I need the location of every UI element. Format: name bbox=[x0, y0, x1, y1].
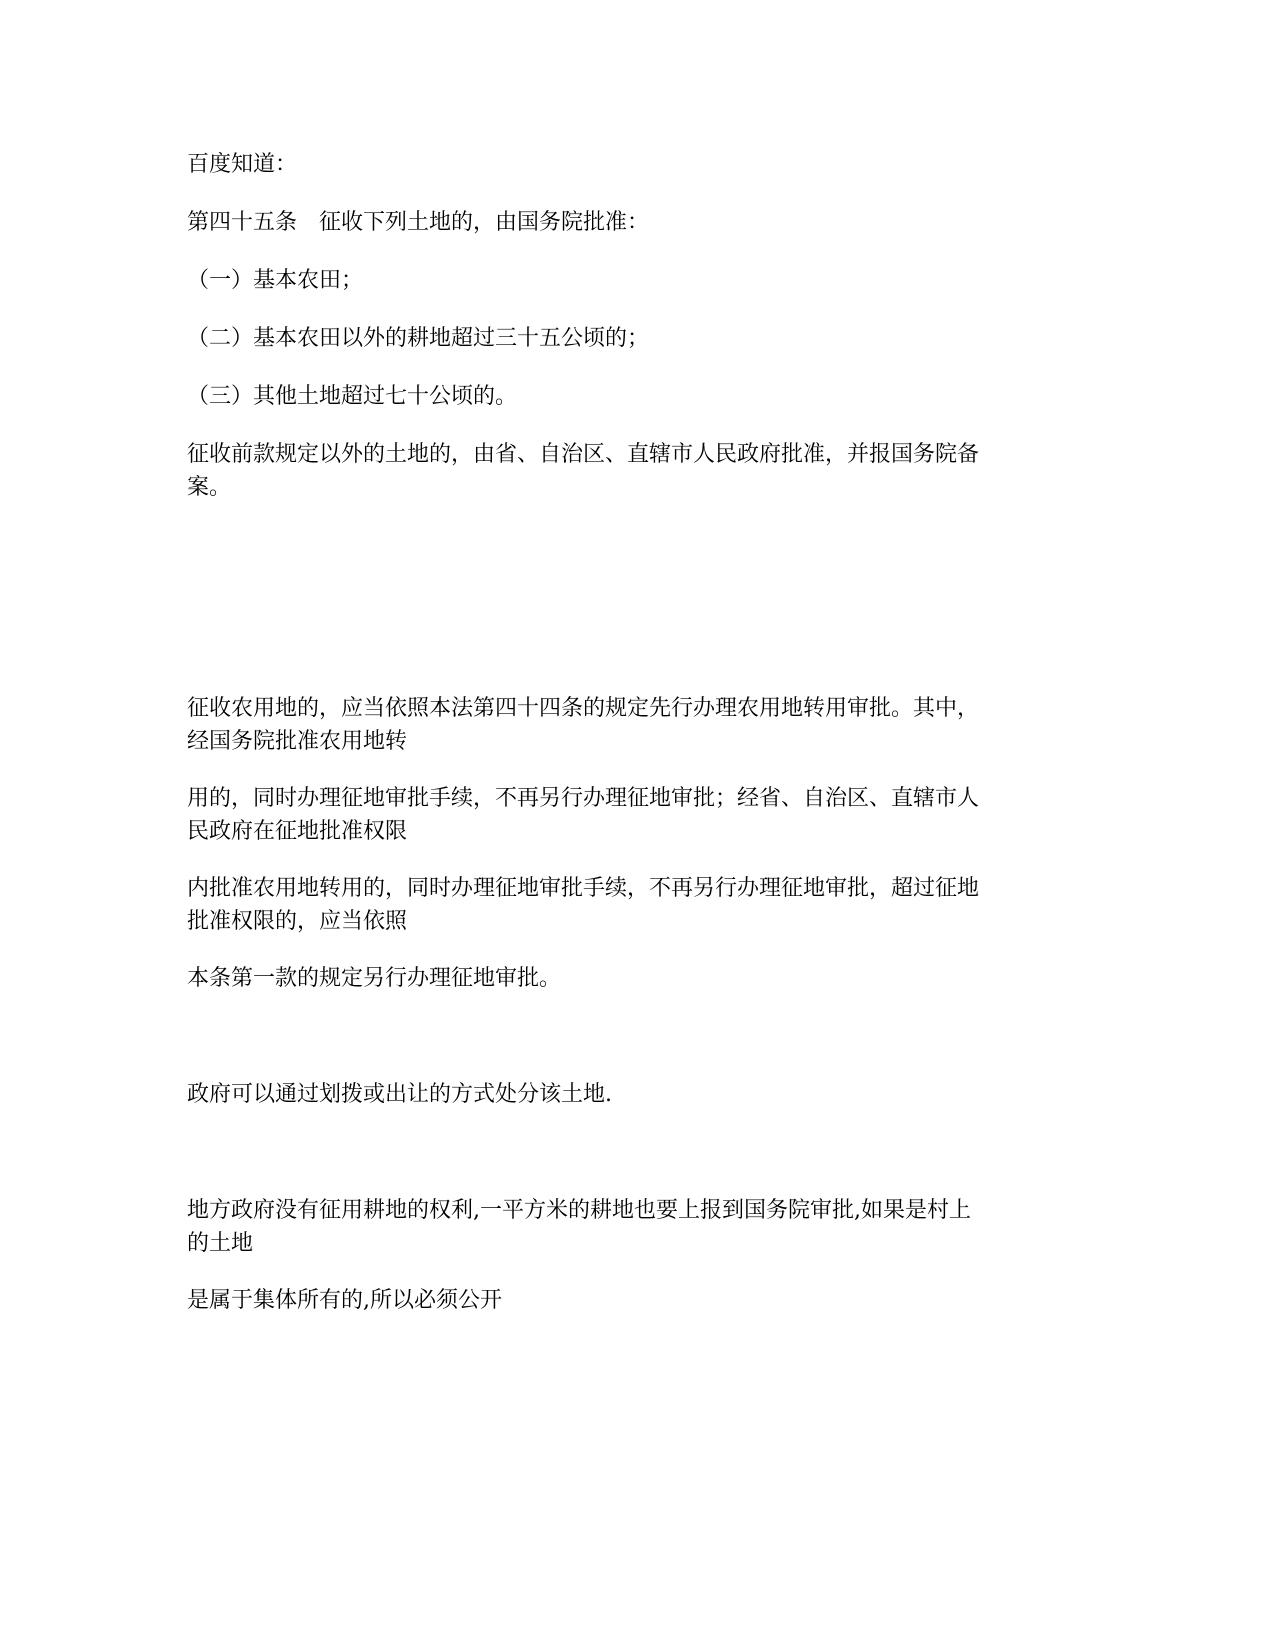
text-line: 第四十五条 征收下列土地的，由国务院批准： bbox=[187, 210, 650, 235]
paragraph-farmland-conversion-2 bbox=[187, 782, 1087, 848]
list-item-1 bbox=[187, 264, 1087, 297]
list-item-2 bbox=[187, 322, 1087, 355]
text-line: （二）基本农田以外的耕地超过三十五公顷的； bbox=[187, 326, 650, 351]
text-line: （一）基本农田； bbox=[187, 268, 364, 293]
text-line: 经国务院批准农用地转 bbox=[187, 729, 408, 754]
paragraph-provincial-approval bbox=[187, 438, 1087, 504]
text-line: 的土地 bbox=[187, 1231, 254, 1256]
text-line: 是属于集体所有的,所以必须公开 bbox=[187, 1288, 502, 1313]
text-line: 本条第一款的规定另行办理征地审批。 bbox=[187, 966, 562, 991]
paragraph-farmland-conversion-4 bbox=[187, 962, 1087, 995]
text-line: 百度知道： bbox=[187, 152, 298, 177]
text-line: 民政府在征地批准权限 bbox=[187, 819, 408, 844]
text-line: 用的，同时办理征地审批手续，不再另行办理征地审批；经省、自治区、直辖市人 bbox=[187, 786, 980, 811]
paragraph-government-disposal bbox=[187, 1078, 1087, 1111]
paragraph-farmland-conversion-1 bbox=[187, 692, 1087, 758]
paragraph-farmland-conversion-3 bbox=[187, 872, 1087, 938]
paragraph-local-government bbox=[187, 1194, 1087, 1260]
text-line: 征收前款规定以外的土地的，由省、自治区、直辖市人民政府批准，并报国务院备 bbox=[187, 442, 980, 467]
paragraph-collective-ownership bbox=[187, 1284, 1087, 1317]
text-line: 政府可以通过划拨或出让的方式处分该土地. bbox=[187, 1082, 612, 1107]
list-item-3 bbox=[187, 380, 1087, 413]
text-line: （三）其他土地超过七十公顷的。 bbox=[187, 384, 518, 409]
text-line: 案。 bbox=[187, 475, 232, 500]
text-line: 地方政府没有征用耕地的权利,一平方米的耕地也要上报到国务院审批,如果是村上 bbox=[187, 1198, 971, 1223]
article-45-heading bbox=[187, 206, 1087, 239]
text-line: 批准权限的，应当依照 bbox=[187, 909, 408, 934]
text-line: 内批准农用地转用的，同时办理征地审批手续，不再另行办理征地审批，超过征地 bbox=[187, 876, 980, 901]
source-heading bbox=[187, 148, 1087, 181]
text-line: 征收农用地的，应当依照本法第四十四条的规定先行办理农用地转用审批。其中， bbox=[187, 696, 980, 721]
